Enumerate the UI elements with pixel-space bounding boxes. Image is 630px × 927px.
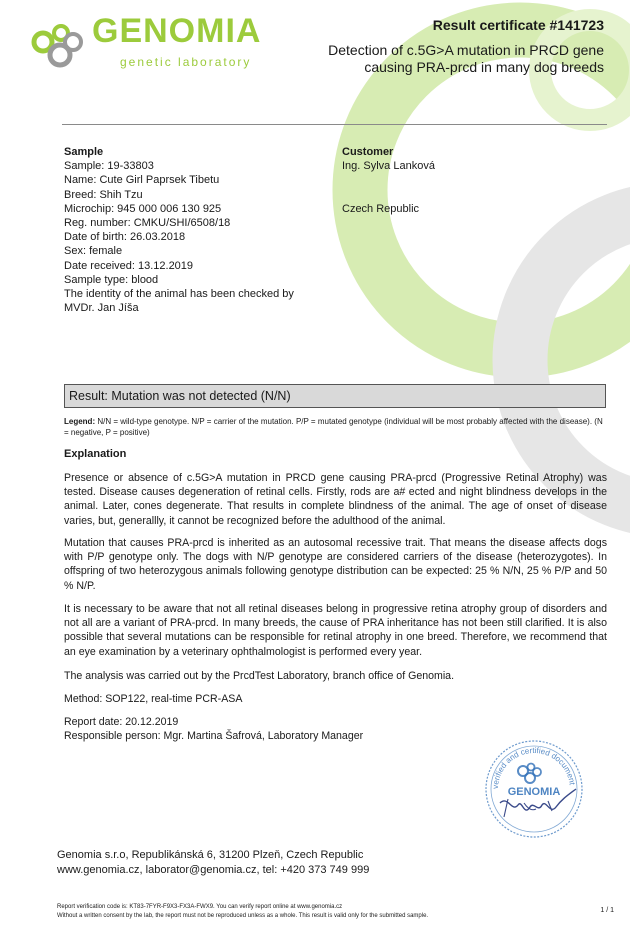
page-number: 1 / 1: [600, 907, 614, 914]
sample-id: Sample: 19-33803: [64, 160, 154, 173]
stamp-arc-text: verified and certified document: [490, 745, 577, 790]
explanation-paragraph-3: It is necessary to be aware that not all retinal diseases belong in progressive retina atrophy group of disorders and not all are a variant of PRA-prcd. In many breeds, the cause of PRA inheritance has not been still clarified. It is also possible that several mutations can be responsible for retinal atrophy in one breed. Therefore, we recommend that an eye examination by a veterinary ophthalmologist is performed every year.: [64, 603, 607, 658]
method-line: Method: SOP122, real-time PCR-ASA: [64, 693, 243, 705]
laboratory-statement: The analysis was carried out by the PrcdTest Laboratory, branch office of Genomia.: [64, 670, 455, 682]
certificate-subtitle: Detection of c.5G>A mutation in PRCD gene causing PRA-prcd in many dog breeds: [328, 42, 604, 75]
genomia-logo: [30, 12, 290, 72]
certificate-title: Result certificate #141723: [432, 17, 604, 33]
footer-web-email-phone: www.genomia.cz, laborator@genomia.cz, tel: +420 373 749 999: [57, 863, 370, 876]
sample-heading: Sample: [64, 146, 104, 158]
reproduction-notice: Without a written consent by the lab, the report must not be reproduced unless as a whole. This result is valid only for the submitted sample.: [57, 912, 429, 919]
identity-check-vet: MVDr. Jan Jíša: [64, 302, 139, 315]
customer-heading: Customer: [342, 146, 394, 158]
sample-microchip: Microchip: 945 000 006 130 925: [64, 202, 222, 215]
sample-type: Sample type: blood: [64, 273, 159, 286]
header-divider: [62, 124, 607, 125]
stamp-seal-icon: [478, 733, 590, 845]
logo-wordmark: GENOMIA: [92, 12, 262, 50]
certification-stamp: [478, 733, 590, 845]
identity-check-line: The identity of the animal has been checked by: [64, 288, 294, 301]
stamp-logo-text: GENOMIA: [507, 786, 561, 798]
legend-label: Legend:: [64, 417, 96, 426]
report-date: Report date: 20.12.2019: [64, 716, 179, 728]
responsible-person: Responsible person: Mgr. Martina Šafrová, Laboratory Manager: [64, 730, 364, 743]
explanation-paragraph-2: Mutation that causes PRA-prcd is inherited as an autosomal recessive trait. That means the disease affects dogs with P/P genotype only. The dogs with N/P genotype are considered carriers of the disease (heterozygotes). In offspring of two heterozygous animals following genotype distribution can be expected: 25 % N/N, 25 % P/P and 50 % N/P.: [64, 537, 607, 592]
customer-name: Ing. Sylva Lanková: [342, 160, 435, 173]
result-box: [64, 384, 606, 408]
sample-date-received: Date received: 13.12.2019: [64, 259, 194, 272]
verification-code-line: Report verification code is: KT83-7FYR-F9X3-FX3A-FWX9. You can verify report online at www.genomia.cz: [57, 904, 343, 910]
explanation-paragraph-1: Presence or absence of c.5G>A mutation in PRCD gene causing PRA-prcd (Progressive Retinal Atrophy) was tested. Disease causes degeneration of retinal cells. Firstly, rods are a# ected and night blindness develops in the animal. Later, cones degenerate. That results in complete blindness of the animal. The age of onset of disease varies, but, generallly, it cannot be recognized before the adulthood of the animal.: [64, 472, 607, 527]
sample-date-of-birth: Date of birth: 26.03.2018: [64, 231, 186, 244]
result-text: Result: Mutation was not detected (N/N): [69, 389, 291, 403]
sample-name: Name: Cute Girl Paprsek Tibetu: [64, 174, 220, 187]
footer-address: Genomia s.r.o, Republikánská 6, 31200 Plzeň, Czech Republic: [57, 849, 364, 861]
sample-section: [64, 145, 334, 315]
logo-tagline: genetic laboratory: [120, 55, 252, 69]
verification-note: [57, 903, 577, 920]
legend: [64, 416, 604, 438]
legend-text: N/N = wild-type genotype. N/P = carrier of the mutation. P/P = mutated genotype (individual will be most probably affected with the disease). (N = negative, P = positive): [64, 417, 603, 437]
customer-section: [342, 145, 592, 216]
sample-reg-number: Reg. number: CMKU/SHI/6508/18: [64, 217, 231, 230]
footer-contact: [57, 848, 369, 877]
sample-breed: Breed: Shih Tzu: [64, 188, 143, 201]
genomia-logo-icon: [30, 12, 92, 70]
customer-country: Czech Republic: [342, 202, 420, 215]
explanation-heading: Explanation: [64, 448, 127, 460]
sample-sex: Sex: female: [64, 245, 123, 258]
